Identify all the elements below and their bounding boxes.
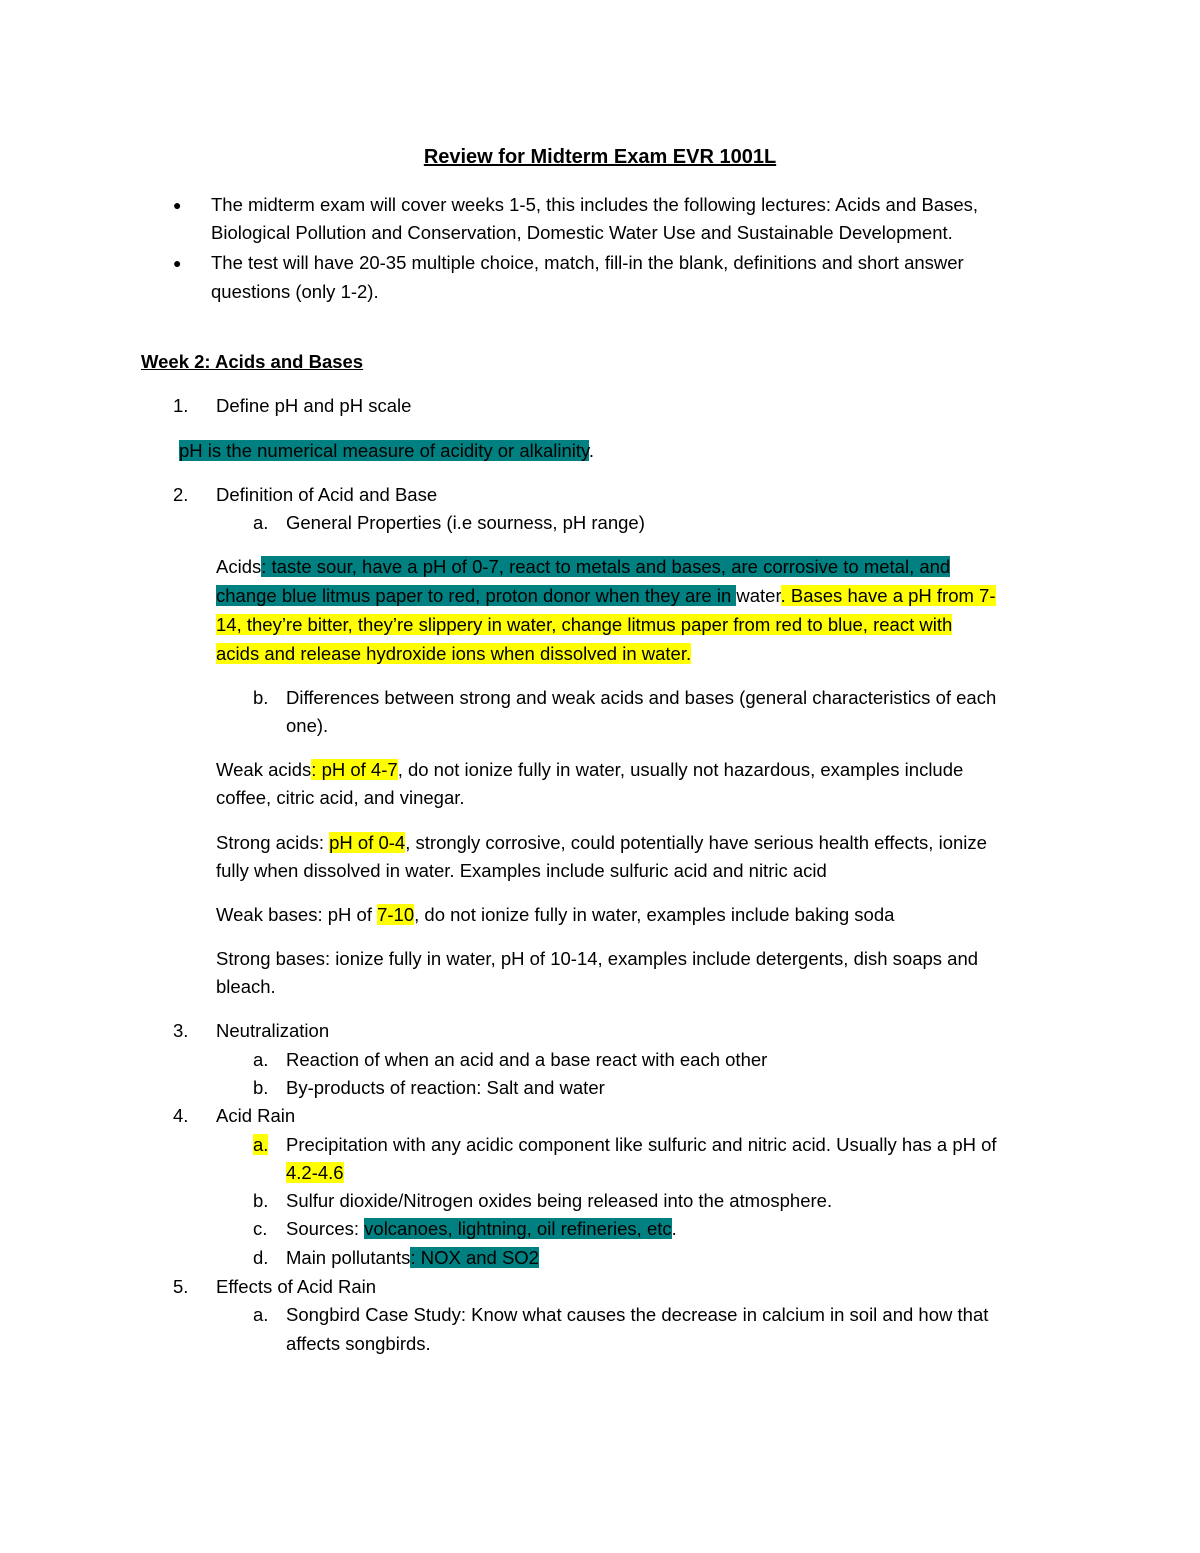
question-4a-line-1: Precipitation with any acidic component like sulfuric and nitric acid. Usually has a pH of	[286, 1134, 997, 1155]
question-4d: Main pollutants: NOX and SO2	[286, 1247, 539, 1268]
list-letter: a.	[253, 1134, 269, 1155]
question-4c: Sources: volcanoes, lightning, oil refineries, etc.	[286, 1218, 677, 1239]
strong-bases-line-2: bleach.	[216, 976, 276, 997]
weak-acids-line-2: coffee, citric acid, and vinegar.	[216, 787, 465, 808]
question-4b: Sulfur dioxide/Nitrogen oxides being released into the atmosphere.	[286, 1190, 833, 1211]
bases-line-1: 14, they’re bitter, they’re slippery in water, change litmus paper from red to blue, react with	[216, 614, 953, 635]
question-3a: Reaction of when an acid and a base react with each other	[286, 1049, 768, 1070]
question-2: Definition of Acid and Base	[216, 484, 438, 505]
teal-highlight: pH is the numerical measure of acidity or alkalinity	[179, 440, 589, 461]
weak-acids-line-1: Weak acids: pH of 4-7, do not ionize fully in water, usually not hazardous, examples include	[216, 759, 964, 780]
weak-bases-line: Weak bases: pH of 7-10, do not ionize fully in water, examples include baking soda	[216, 904, 895, 925]
section-heading: Week 2: Acids and Bases	[141, 351, 364, 372]
list-letter: b.	[253, 687, 269, 708]
intro-bullet-1-line-2: Biological Pollution and Conservation, Domestic Water Use and Sustainable Development.	[211, 222, 953, 243]
bases-line-2: acids and release hydroxide ions when dissolved in water.	[216, 643, 692, 664]
list-letter: b.	[253, 1077, 269, 1098]
question-5a-line-2: affects songbirds.	[286, 1333, 431, 1354]
question-4: Acid Rain	[216, 1105, 296, 1126]
list-number: 5.	[173, 1276, 189, 1297]
list-number: 1.	[173, 395, 189, 416]
question-3: Neutralization	[216, 1020, 330, 1041]
question-5a-line-1: Songbird Case Study: Know what causes the decrease in calcium in soil and how that	[286, 1304, 989, 1325]
strong-acids-line-1: Strong acids: pH of 0-4, strongly corrosive, could potentially have serious health effects, ionize	[216, 832, 987, 853]
list-letter: c.	[253, 1218, 268, 1239]
list-number: 3.	[173, 1020, 189, 1041]
list-letter: a.	[253, 1304, 269, 1325]
acids-line-2: change blue litmus paper to red, proton donor when they are in water. Bases have a pH from 7-	[216, 585, 996, 606]
intro-bullet-1-line-1: The midterm exam will cover weeks 1-5, this includes the following lectures: Acids and Bases,	[211, 194, 979, 215]
bullet-icon: ●	[173, 255, 182, 271]
question-1: Define pH and pH scale	[216, 395, 412, 416]
intro-bullet-2-line-1: The test will have 20-35 multiple choice, match, fill-in the blank, definitions and short answer	[211, 252, 964, 273]
question-4a-line-2: 4.2-4.6	[286, 1162, 344, 1183]
list-number: 4.	[173, 1105, 189, 1126]
list-number: 2.	[173, 484, 189, 505]
list-letter: a.	[253, 1049, 269, 1070]
question-2b-line-1: Differences between strong and weak acids and bases (general characteristics of each	[286, 687, 997, 708]
question-2a: General Properties (i.e sourness, pH range)	[286, 512, 645, 533]
intro-bullet-2-line-2: questions (only 1-2).	[211, 281, 379, 302]
question-2b-line-2: one).	[286, 715, 329, 736]
page-title: Review for Midterm Exam EVR 1001L	[423, 146, 777, 168]
answer-1: pH is the numerical measure of acidity or alkalinity.	[179, 440, 595, 461]
list-letter: d.	[253, 1247, 269, 1268]
strong-acids-line-2: fully when dissolved in water. Examples include sulfuric acid and nitric acid	[216, 860, 827, 881]
question-3b: By-products of reaction: Salt and water	[286, 1077, 605, 1098]
list-letter: a.	[253, 512, 269, 533]
list-letter: b.	[253, 1190, 269, 1211]
question-5: Effects of Acid Rain	[216, 1276, 377, 1297]
strong-bases-line-1: Strong bases: ionize fully in water, pH of 10-14, examples include detergents, dish soaps and	[216, 948, 979, 969]
acids-line-1: Acids: taste sour, have a pH of 0-7, react to metals and bases, are corrosive to metal, and	[216, 556, 951, 577]
bullet-icon: ●	[173, 197, 182, 213]
